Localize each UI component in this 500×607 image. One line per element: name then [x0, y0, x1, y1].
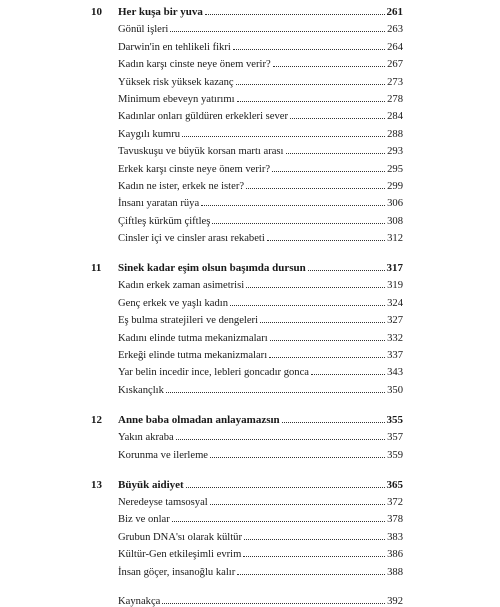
chapter-number: 13	[91, 478, 102, 491]
entry-title: Gönül işleri	[118, 24, 169, 36]
toc-entry[interactable]	[118, 274, 403, 291]
entry-title: Yar belin incedir ince, lebleri goncadır gonca	[118, 367, 310, 379]
toc-entry[interactable]	[118, 560, 403, 577]
entry-page: 337	[387, 350, 403, 362]
toc-entry[interactable]	[118, 157, 403, 174]
entry-page: 308	[387, 215, 403, 227]
dot-leader	[182, 136, 385, 137]
entry-title: Kadın karşı cinste neye önem verir?	[118, 59, 271, 71]
dot-leader	[166, 392, 385, 393]
dot-leader	[272, 171, 385, 172]
dot-leader	[172, 521, 385, 522]
chapter-page: 355	[386, 413, 403, 426]
dot-leader	[260, 322, 385, 323]
entry-page: 319	[387, 280, 403, 292]
entry-title: Kadın erkek zaman asimetrisi	[118, 280, 245, 292]
dot-leader	[210, 457, 385, 458]
chapter-title: Büyük aidiyet	[118, 478, 184, 491]
entry-page: 306	[387, 198, 403, 210]
entry-page: 273	[387, 76, 403, 88]
dot-leader	[290, 118, 385, 119]
entry-title: Kıskançlık	[118, 384, 164, 396]
chapter-page: 317	[386, 262, 403, 275]
toc-entry[interactable]	[118, 53, 403, 70]
entry-page: 378	[387, 514, 403, 526]
entry-title: Darwin'in en tehlikeli fikri	[118, 41, 231, 53]
entry-title: Tavuskuşu ve büyük korsan martı arası	[118, 146, 284, 158]
chapter-heading[interactable]	[91, 0, 403, 18]
dot-leader	[212, 223, 385, 224]
entry-title: Erkeği elinde tutma mekanizmaları	[118, 350, 268, 362]
chapter-page: 261	[386, 6, 403, 18]
entry-page: 264	[387, 41, 403, 53]
chapter-number: 12	[91, 413, 102, 426]
entry-title: Minimum ebeveyn yatırımı	[118, 93, 235, 105]
entry-page: 299	[387, 180, 403, 192]
dot-leader	[270, 340, 385, 341]
references-section	[118, 590, 403, 607]
chapter-number: 11	[91, 262, 102, 275]
toc-entry[interactable]	[118, 344, 403, 361]
entry-title: Neredeyse tamsosyal	[118, 496, 208, 508]
entry-page: 372	[387, 496, 403, 508]
entry-title: Yüksek risk yüksek kazanç	[118, 76, 234, 88]
entry-page: 327	[387, 315, 403, 327]
toc-entry[interactable]	[118, 140, 403, 157]
entry-title: Biz ve onlar	[118, 514, 170, 526]
toc-entry[interactable]	[118, 508, 403, 525]
toc-entry[interactable]	[118, 192, 403, 209]
dot-leader	[246, 287, 385, 288]
toc-entry[interactable]	[118, 105, 403, 122]
entry-page: 388	[387, 566, 403, 578]
dot-leader	[170, 31, 385, 32]
entry-title: Korunma ve ilerleme	[118, 449, 209, 461]
entry-page: 386	[387, 549, 403, 561]
chapter-page: 365	[386, 478, 403, 491]
dot-leader	[267, 240, 385, 241]
chapter-items	[118, 426, 403, 461]
toc-entry[interactable]	[118, 18, 403, 35]
toc-entry[interactable]	[118, 175, 403, 192]
entry-page: 332	[387, 332, 403, 344]
toc-entry[interactable]	[118, 543, 403, 560]
dot-leader	[201, 205, 385, 206]
toc-entry[interactable]	[118, 227, 403, 244]
entry-title: Cinsler içi ve cinsler arası rekabeti	[118, 233, 265, 245]
toc-entry[interactable]	[118, 35, 403, 52]
chapter-title: Sinek kadar eşim olsun başımda dursun	[118, 262, 306, 275]
entry-page: 278	[387, 93, 403, 105]
toc-entry-references[interactable]	[118, 590, 403, 607]
entry-page: 357	[387, 432, 403, 444]
chapter-title: Her kuşa bir yuva	[118, 6, 203, 18]
entry-title: Kadınlar onları güldüren erkekleri sever	[118, 111, 289, 123]
dot-leader	[269, 357, 385, 358]
dot-leader	[233, 49, 385, 50]
toc-entry[interactable]	[118, 426, 403, 443]
dot-leader	[286, 153, 386, 154]
entry-page: 350	[387, 384, 403, 396]
toc-entry[interactable]	[118, 361, 403, 378]
dot-leader	[282, 422, 385, 423]
toc-entry[interactable]	[118, 88, 403, 105]
entry-title: İnsan göçer, insanoğlu kalır	[118, 566, 236, 578]
dot-leader	[246, 188, 385, 189]
entry-page: 324	[387, 297, 403, 309]
entry-title: Kadını elinde tutma mekanizmaları	[118, 332, 268, 344]
entry-page: 383	[387, 531, 403, 543]
entry-page: 343	[387, 367, 403, 379]
dot-leader	[236, 84, 385, 85]
entry-page: 284	[387, 111, 403, 123]
entry-page: 293	[387, 146, 403, 158]
entry-title: Grubun DNA'sı olarak kültür	[118, 531, 243, 543]
toc-entry[interactable]	[118, 491, 403, 508]
chapter-number: 10	[91, 6, 102, 18]
entry-title: Çiftleş kürküm çiftleş	[118, 215, 211, 227]
dot-leader	[273, 66, 385, 67]
entry-title: Erkek karşı cinste neye önem verir?	[118, 163, 271, 175]
toc-entry[interactable]	[118, 326, 403, 343]
entry-page: 359	[387, 449, 403, 461]
dot-leader	[243, 556, 385, 557]
entry-page: 392	[387, 595, 403, 607]
chapter-items	[118, 18, 403, 244]
entry-title: Eş bulma stratejileri ve dengeleri	[118, 315, 259, 327]
chapter-heading[interactable]	[91, 408, 403, 426]
table-of-contents	[91, 0, 403, 607]
chapter-heading[interactable]	[91, 473, 403, 491]
toc-entry[interactable]	[118, 291, 403, 308]
entry-page: 295	[387, 163, 403, 175]
dot-leader	[311, 374, 385, 375]
dot-leader	[162, 603, 385, 604]
toc-entry[interactable]	[118, 378, 403, 395]
dot-leader	[186, 487, 385, 488]
entry-title: Yakın akraba	[118, 432, 174, 444]
chapter-title: Anne baba olmadan anlayamazsın	[118, 413, 280, 426]
dot-leader	[308, 270, 385, 271]
entry-title: Kadın ne ister, erkek ne ister?	[118, 180, 245, 192]
entry-title: Genç erkek ve yaşlı kadın	[118, 297, 229, 309]
dot-leader	[210, 504, 385, 505]
dot-leader	[205, 14, 385, 15]
chapter-items	[118, 491, 403, 578]
toc-entry[interactable]	[118, 525, 403, 542]
toc-entry[interactable]	[118, 209, 403, 226]
toc-entry[interactable]	[118, 70, 403, 87]
toc-entry[interactable]	[118, 443, 403, 460]
toc-entry[interactable]	[118, 122, 403, 139]
dot-leader	[237, 101, 386, 102]
toc-entry[interactable]	[118, 309, 403, 326]
entry-page: 312	[387, 233, 403, 245]
dot-leader	[230, 305, 385, 306]
chapter-heading[interactable]	[91, 256, 403, 274]
entry-page: 267	[387, 59, 403, 71]
entry-page: 288	[387, 128, 403, 140]
chapter-items	[118, 274, 403, 396]
entry-title: Kültür-Gen etkileşimli evrim	[118, 549, 242, 561]
entry-title: Kaygılı kumru	[118, 128, 181, 140]
dot-leader	[244, 539, 385, 540]
entry-page: 263	[387, 24, 403, 36]
entry-title: İnsanı yaratan rüya	[118, 198, 200, 210]
dot-leader	[237, 574, 385, 575]
entry-title: Kaynakça	[118, 595, 161, 607]
dot-leader	[176, 439, 385, 440]
